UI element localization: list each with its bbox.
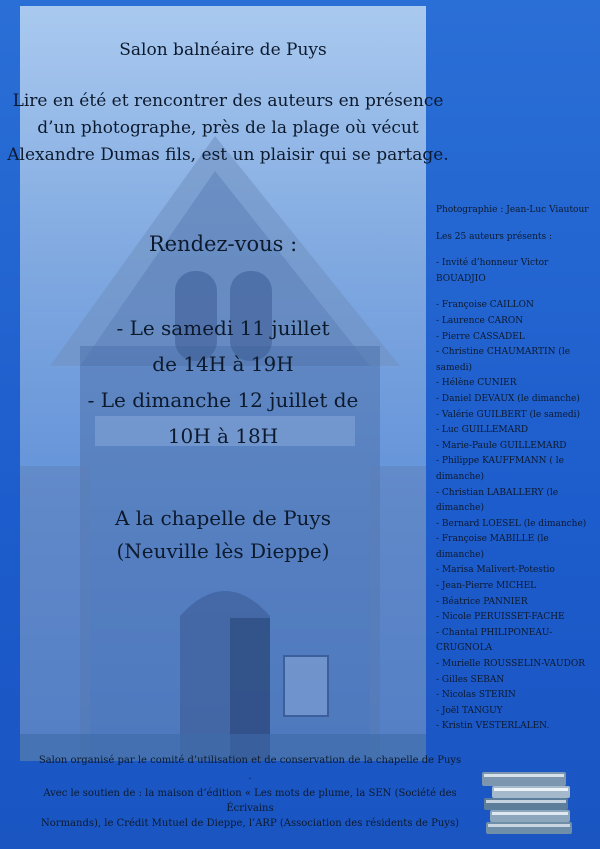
author-entry: - Françoise MABILLE (le <box>436 534 549 545</box>
organizer-line: Salon organisé par le comité d’utilisation et de conservation de la chapelle de Puys <box>38 755 462 766</box>
author-entry: - Luc GUILLEMARD <box>436 425 529 436</box>
author-entry: - Joël TANGUY <box>436 705 503 716</box>
guest-of-honour-name: BOUADJIO <box>436 273 486 284</box>
authors-heading: Les 25 auteurs présents : <box>436 231 553 242</box>
author-entry: - Philippe KAUFFMANN ( le <box>436 456 564 467</box>
support-line-1: Avec le soutien de : la maison d’édition « Les mots de plume, la SEN (Société des Écrivains <box>43 788 457 814</box>
intro-line: Lire en été et rencontrer des auteurs en présence <box>12 91 444 111</box>
date-line: - Le dimanche 12 juillet de <box>87 388 359 412</box>
event-title: Salon balnéaire de Puys <box>119 40 327 60</box>
author-entry: - Marisa Malivert-Potestio <box>436 565 555 576</box>
author-entry: - Kristin VESTERLALEN. <box>436 721 550 732</box>
photographer-credit: Photographie : Jean-Luc Viautour <box>436 205 589 215</box>
author-entry: - Christian LABALLERY (le <box>436 487 559 498</box>
separator-dot: . <box>248 771 252 782</box>
author-entry: dimanche) <box>436 549 485 560</box>
support-line-2: Normands), le Crédit Mutuel de Dieppe, l’ARP (Association des résidents de Puys) <box>41 818 459 829</box>
author-entry: CRUGNOLA <box>436 643 493 654</box>
intro-text <box>0 88 498 169</box>
time-line: de 14H à 19H <box>152 352 294 376</box>
author-entry: - Jean-Pierre MICHEL <box>436 581 537 592</box>
venue <box>20 502 426 568</box>
sunday-schedule <box>20 382 426 454</box>
author-entry: - Françoise CAILLON <box>436 300 534 311</box>
support-line <box>30 786 470 831</box>
author-entry: - Murielle ROUSSELIN-VAUDOR <box>436 659 585 670</box>
authors-list <box>436 298 594 735</box>
time-line: 10H à 18H <box>167 424 279 448</box>
venue-town: (Neuville lès Dieppe) <box>116 539 330 563</box>
author-entry: - Hélène CUNIER <box>436 378 517 389</box>
venue-name: A la chapelle de Puys <box>114 506 331 530</box>
author-entry: dimanche) <box>436 471 485 482</box>
guest-of-honour: - Invité d’honneur Victor <box>436 258 549 269</box>
authors-sidebar <box>436 203 594 735</box>
date-line: - Le samedi 11 juillet <box>116 316 330 340</box>
author-entry: - Nicole PERUISSET-FACHE <box>436 612 565 623</box>
author-entry: - Marie-Paule GUILLEMARD <box>436 440 567 451</box>
author-entry: - Gilles SEBAN <box>436 674 505 685</box>
stack-of-books-icon <box>480 764 580 836</box>
intro-line: Alexandre Dumas fils, est un plaisir qui se partage. <box>7 145 449 165</box>
author-entry: - Béatrice PANNIER <box>436 596 528 607</box>
author-entry: - Pierre CASSADEL <box>436 331 525 342</box>
author-entry: - Valérie GUILBERT (le samedi) <box>436 409 581 420</box>
intro-line: d’un photographe, près de la plage où vécut <box>37 118 419 138</box>
saturday-schedule <box>20 310 426 382</box>
author-entry: - Daniel DEVAUX (le dimanche) <box>436 393 580 404</box>
author-entry: dimanche) <box>436 503 485 514</box>
author-entry: - Christine CHAUMARTIN (le <box>436 347 571 358</box>
rendezvous-heading: Rendez-vous : <box>148 232 298 256</box>
author-entry: - Nicolas STERIN <box>436 690 516 701</box>
author-entry: - Laurence CARON <box>436 315 524 326</box>
author-entry: - Bernard LOESEL (le dimanche) <box>436 518 587 529</box>
author-entry: - Chantal PHILIPONEAU- <box>436 627 553 638</box>
author-entry: samedi) <box>436 362 472 373</box>
